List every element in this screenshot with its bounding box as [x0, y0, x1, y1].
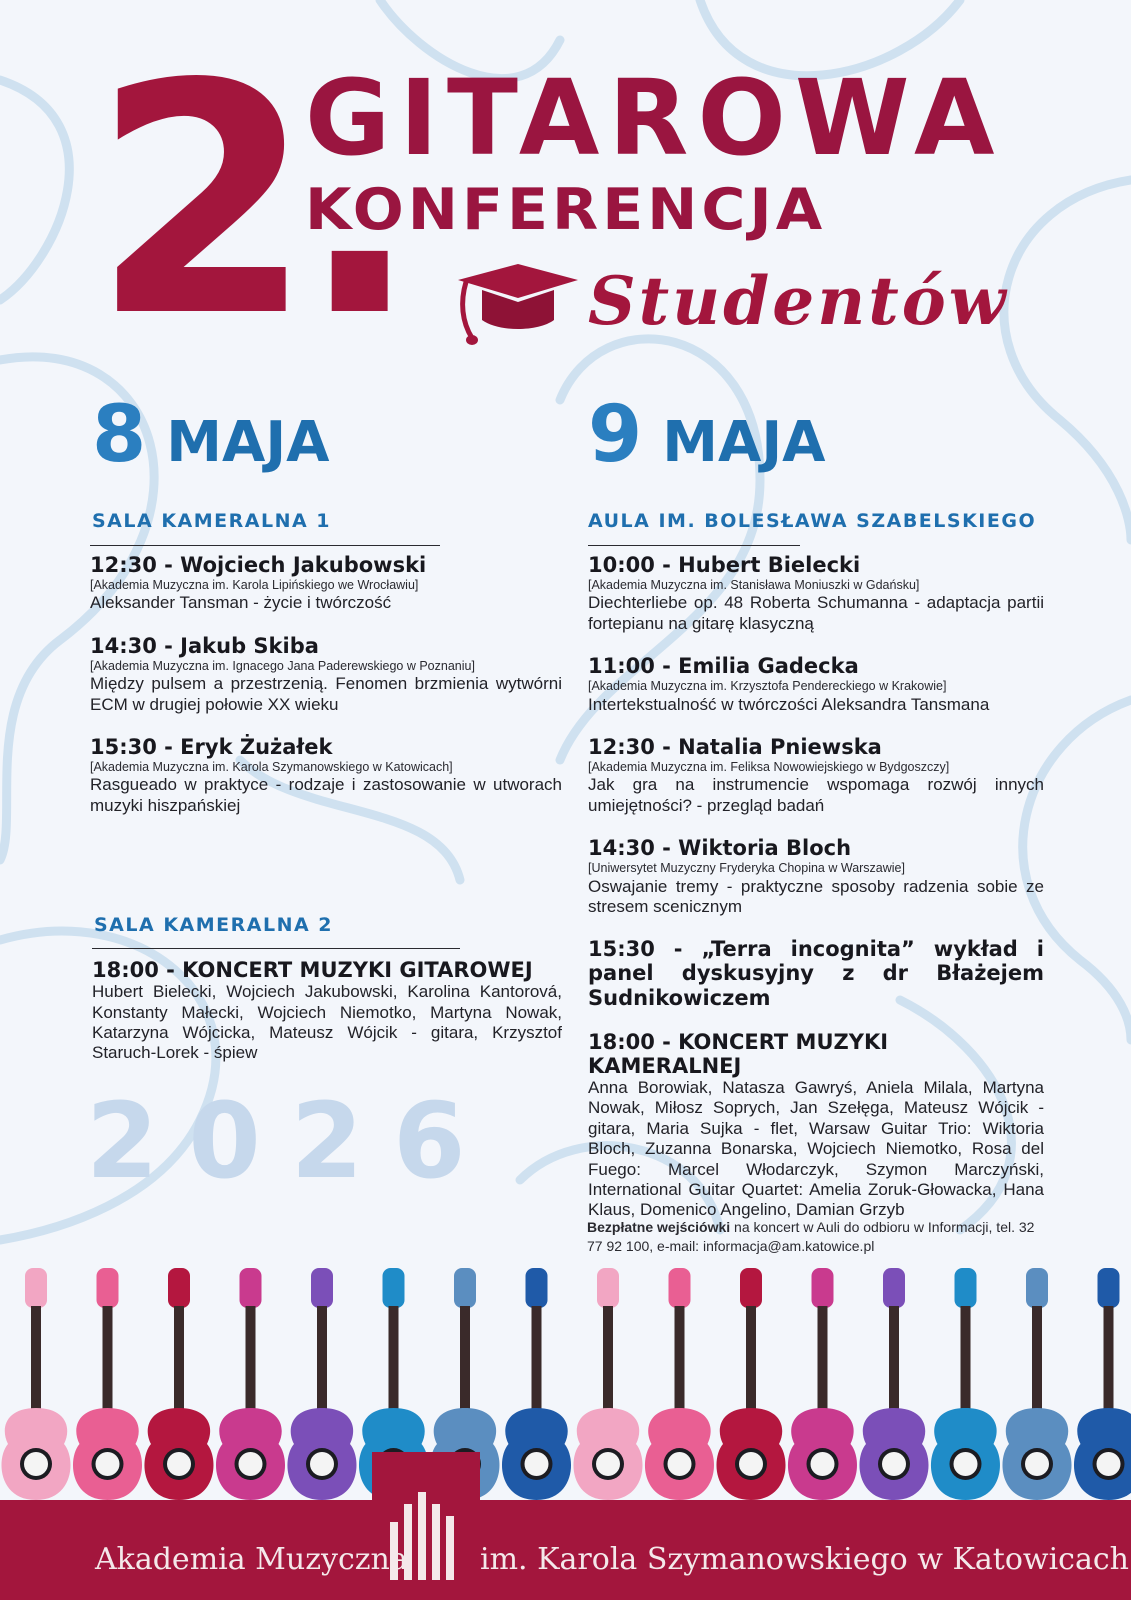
guitar-icon — [1074, 1268, 1131, 1500]
item-institution: [Akademia Muzyczna im. Karola Szymanowskiego w Katowicach] — [90, 760, 453, 775]
item-institution: [Akademia Muzyczna im. Karola Lipińskiego we Wrocławiu] — [90, 578, 419, 593]
schedule-item — [90, 634, 562, 715]
day2-schedule — [588, 553, 1044, 1241]
item-institution: [Akademia Muzyczna im. Krzysztofa Pendereckiego w Krakowie] — [588, 679, 947, 694]
item-description: Diechterliebe op. 48 Roberta Schumanna - adaptacja partii fortepianu na gitarę klasyczną — [588, 593, 1044, 633]
schedule-item — [588, 654, 1044, 715]
organ-pipes-icon — [372, 1452, 480, 1600]
guitar-icon — [1002, 1268, 1071, 1500]
day2-room: AULA IM. BOLESŁAWA SZABELSKIEGO — [588, 510, 1037, 532]
item-description: Oswajanie tremy - praktyczne sposoby radzenia sobie ze stresem scenicznym — [588, 876, 1044, 916]
guitar-icon — [788, 1268, 857, 1500]
ticket-note-text: na koncert w Auli do odbioru w Informacji, tel. 32 77 92 100, e-mail: informacja@am.katowice.pl — [587, 1219, 1035, 1254]
footer-academy-name: Akademia Muzyczna — [95, 1542, 408, 1577]
guitar-icon — [645, 1268, 714, 1500]
guitar-icon — [73, 1268, 142, 1500]
year: 2026 — [86, 1080, 496, 1202]
schedule-item — [90, 553, 562, 614]
item-heading: 15:30 - „Terra incognita” wykład i panel dyskusyjny z dr Błażejem Sudnikowiczem — [588, 937, 1044, 1010]
guitar-icon — [716, 1268, 785, 1500]
guitars-band — [0, 1268, 1131, 1500]
divider — [90, 545, 440, 546]
ticket-note-bold: Bezpłatne wejściówki — [587, 1219, 731, 1235]
day2-date — [588, 390, 826, 480]
item-description: Między pulsem a przestrzenią. Fenomen brzmienia wytwórni ECM w drugiej połowie XX wieku — [90, 674, 562, 714]
schedule-item — [588, 553, 1044, 634]
concert-heading: 18:00 - KONCERT MUZYKI GITAROWEJ — [92, 958, 533, 982]
day1-date — [92, 390, 330, 480]
day2-month: MAJA — [662, 410, 826, 475]
schedule-item — [90, 735, 562, 816]
schedule-item — [588, 735, 1044, 816]
day2-day: 9 — [588, 390, 643, 480]
ticket-note — [587, 1218, 1047, 1256]
concert-performers: Hubert Bielecki, Wojciech Jakubowski, Karolina Kantorová, Konstanty Małecki, Wojciech Niemotko, Martyna Nowak, Katarzyna Wójcicka, Mateusz Wójcik - gitara, Krzysztof Staruch-Lorek - śpiew — [92, 982, 562, 1063]
graduation-cap-icon — [448, 262, 588, 346]
guitar-icon — [502, 1268, 571, 1500]
item-heading: 14:30 - Jakub Skiba — [90, 633, 319, 658]
item-institution: [Akademia Muzyczna im. Stanisława Moniuszki w Gdańsku] — [588, 578, 920, 593]
title-konferencja: KONFERENCJA — [305, 176, 827, 244]
concert-item — [588, 1030, 1044, 1221]
item-heading: 11:00 - Emilia Gadecka — [588, 654, 859, 679]
day1-room1: SALA KAMERALNA 1 — [92, 510, 332, 532]
concert-item — [92, 958, 562, 1064]
item-institution: [Akademia Muzyczna im. Feliksa Nowowiejskiego w Bydgoszczy] — [588, 760, 950, 775]
title-gitarowa: GITAROWA — [305, 57, 1004, 179]
day1-day: 8 — [92, 390, 147, 480]
divider — [92, 948, 460, 949]
schedule-item — [588, 937, 1044, 1009]
item-description: Intertekstualność w twórczości Aleksandra Tansmana — [588, 694, 990, 714]
footer-academy-patron: im. Karola Szymanowskiego w Katowicach — [480, 1542, 1129, 1577]
divider — [588, 545, 800, 546]
edition-number: 2. — [92, 16, 407, 386]
item-heading: 15:30 - Eryk Żużałek — [90, 734, 333, 759]
schedule-item — [588, 836, 1044, 917]
title-studentow: Studentów — [588, 262, 1009, 340]
item-institution: [Uniwersytet Muzyczny Fryderyka Chopina w Warszawie] — [588, 861, 905, 876]
guitar-icon — [931, 1268, 1000, 1500]
day1-schedule — [90, 553, 562, 836]
guitar-icon — [1, 1268, 70, 1500]
guitar-icon — [144, 1268, 213, 1500]
day1-room2: SALA KAMERALNA 2 — [94, 914, 334, 936]
guitar-icon — [287, 1268, 356, 1500]
guitar-icon — [573, 1268, 642, 1500]
item-description: Jak gra na instrumencie wspomaga rozwój innych umiejętności? - przegląd badań — [588, 775, 1044, 815]
day1-concert — [92, 958, 562, 1084]
item-description: Aleksander Tansman - życie i twórczość — [90, 593, 392, 613]
concert-heading: 18:00 - KONCERT MUZYKI KAMERALNEJ — [588, 1029, 889, 1078]
item-heading: 12:30 - Natalia Pniewska — [588, 734, 882, 759]
item-heading: 12:30 - Wojciech Jakubowski — [90, 553, 427, 577]
guitar-icon — [216, 1268, 285, 1500]
concert-performers: Anna Borowiak, Natasza Gawryś, Aniela Milala, Martyna Nowak, Miłosz Soprych, Jan Szełęga, Mateusz Wójcik - gitara, Maria Sujka - flet, Warsaw Guitar Trio: Wiktoria Bloch, Zuzanna Bonarska, Wojciech Niemotko, Rosa del Fuego: Marcel Włodarczyk, Szymon Marczyński, International Guitar Quartet: Amelia Zoruk-Głowacka, Hana Klaus, Domenico Angelino, Damian Grzyb — [588, 1078, 1044, 1220]
academy-logo — [372, 1452, 480, 1600]
item-institution: [Akademia Muzyczna im. Ignacego Jana Paderewskiego w Poznaniu] — [90, 658, 475, 673]
day1-month: MAJA — [166, 410, 330, 475]
guitar-icon — [859, 1268, 928, 1500]
item-description: Rasgueado w praktyce - rodzaje i zastosowanie w utworach muzyki hiszpańskiej — [90, 775, 562, 815]
item-heading: 10:00 - Hubert Bielecki — [588, 553, 861, 577]
item-heading: 14:30 - Wiktoria Bloch — [588, 836, 852, 861]
